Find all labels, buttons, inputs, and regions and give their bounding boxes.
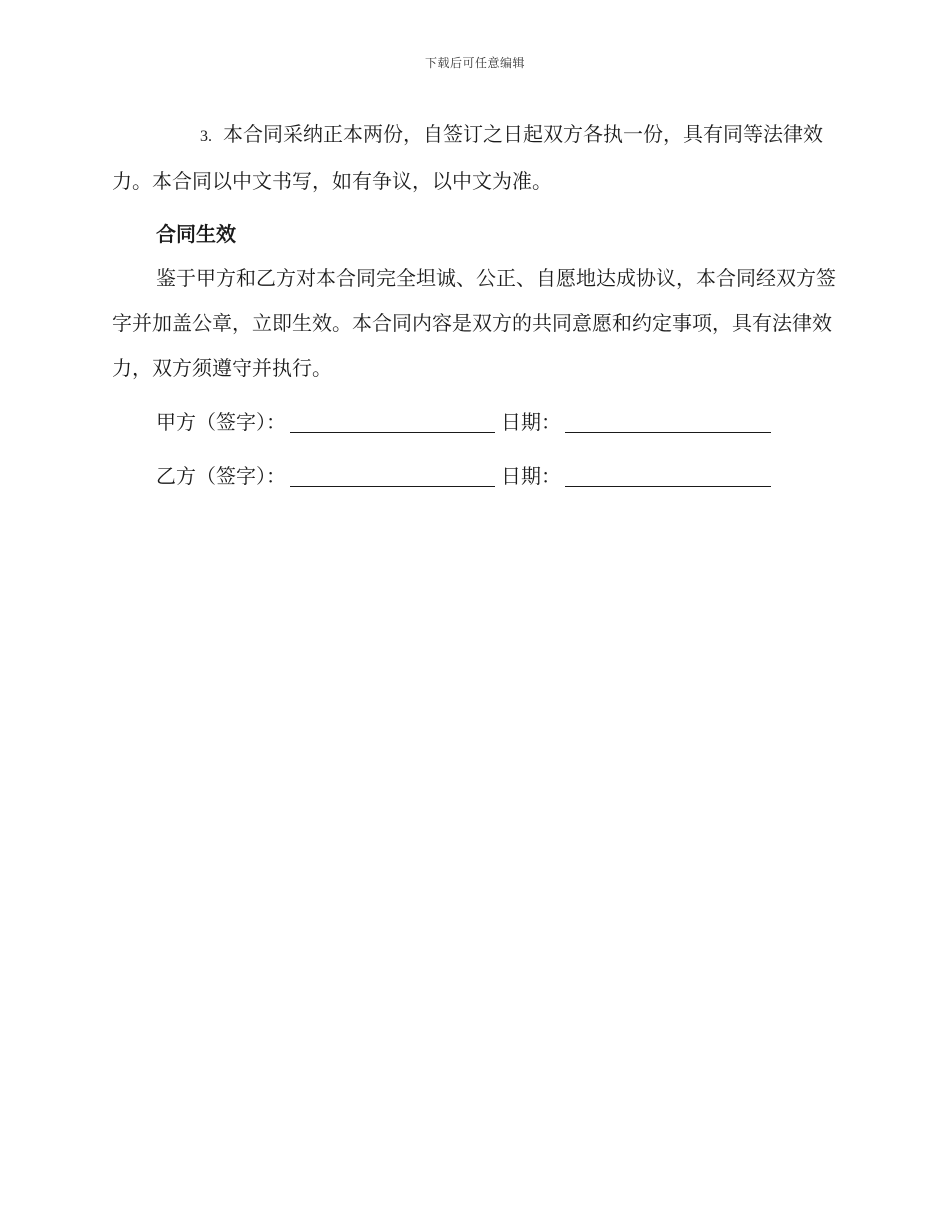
date-label: 日期： <box>501 464 561 488</box>
date-label: 日期： <box>501 410 561 434</box>
date-line[interactable] <box>565 466 771 487</box>
party-label: 甲方（签字）： <box>156 410 286 434</box>
effect-paragraph: 鉴于甲方和乙方对本合同完全坦诚、公正、自愿地达成协议，本合同经双方签字并加盖公章，立即生效。本合同内容是双方的共同意愿和约定事项，具有法律效力，双方须遵守并执行。 <box>112 266 836 380</box>
section-title: 合同生效 <box>156 222 236 246</box>
document-body <box>112 112 836 503</box>
clause-number: 3. <box>200 128 212 145</box>
signature-block <box>112 395 836 503</box>
signature-line[interactable] <box>290 466 495 487</box>
page-header: 下载后可任意编辑 <box>424 56 525 70</box>
signature-row-party-a <box>112 395 836 449</box>
clause-3 <box>112 112 836 204</box>
party-label: 乙方（签字）： <box>156 464 286 488</box>
signature-line[interactable] <box>290 412 495 433</box>
signature-row-party-b <box>112 449 836 503</box>
clause-text: 本合同采纳正本两份，自签订之日起双方各执一份，具有同等法律效力。本合同以中文书写，如有争议，以中文为准。 <box>112 122 823 193</box>
date-line[interactable] <box>565 412 771 433</box>
